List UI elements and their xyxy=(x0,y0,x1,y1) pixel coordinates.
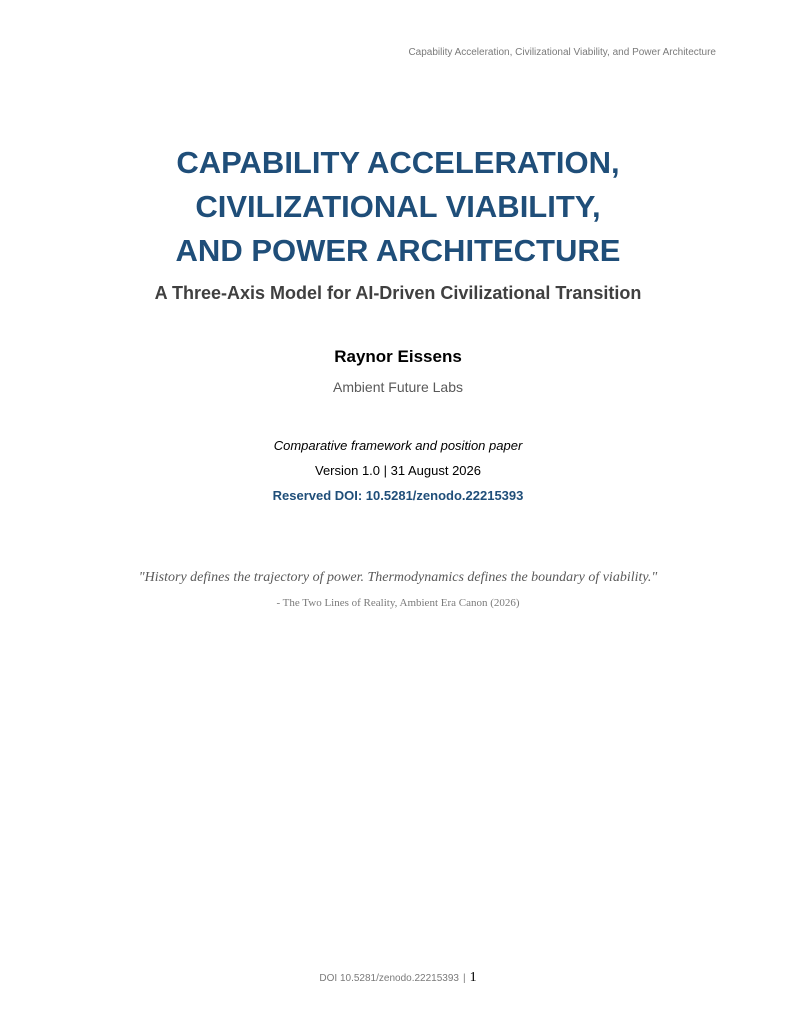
author-name: Raynor Eissens xyxy=(334,347,462,366)
footer-separator: | xyxy=(462,973,466,984)
title-line-3: AND POWER ARCHITECTURE xyxy=(175,233,621,268)
epigraph-source: - The Two Lines of Reality, Ambient Era Canon (2026) xyxy=(276,597,520,609)
title-block xyxy=(0,141,796,273)
page-number: 1 xyxy=(469,970,477,985)
reserved-doi: Reserved DOI: 10.5281/zenodo.22215393 xyxy=(272,488,524,503)
page-footer xyxy=(0,968,796,986)
running-header: Capability Acceleration, Civilizational Viability, and Power Architecture xyxy=(408,47,716,58)
version-date: Version 1.0 | 31 August 2026 xyxy=(314,463,481,478)
footer-doi: DOI 10.5281/zenodo.22215393 xyxy=(319,973,459,984)
epigraph-quote: "History defines the trajectory of power. Thermodynamics defines the boundary of viability." xyxy=(138,570,658,585)
author-affiliation: Ambient Future Labs xyxy=(333,379,463,395)
title-line-1: CAPABILITY ACCELERATION, xyxy=(176,145,620,180)
document-type: Comparative framework and position paper xyxy=(273,438,523,453)
subtitle: A Three-Axis Model for AI-Driven Civilizational Transition xyxy=(154,283,642,303)
title-line-2: CIVILIZATIONAL VIABILITY, xyxy=(195,189,601,224)
